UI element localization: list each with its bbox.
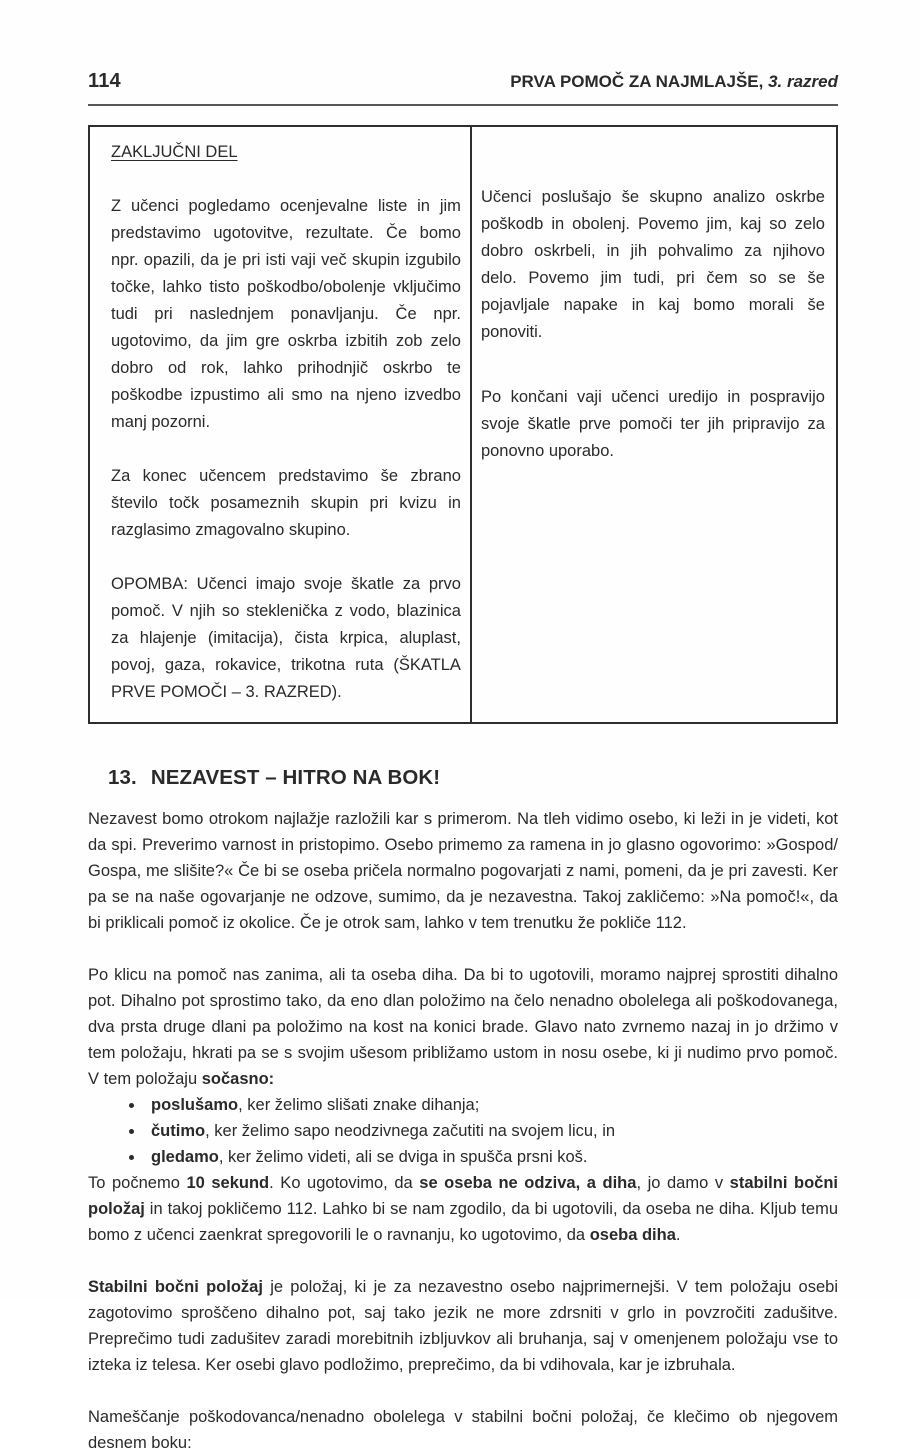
body-paragraph-3: To počnemo 10 sekund. Ko ugotovimo, da se oseba ne odziva, a diha, jo damo v stabilni bočni položaj in takoj pokličemo 112. Lahko bi se nam zgodilo, da bi ugotovili, da oseba ne diha. Kljub temu bomo z učenci zaenkrat spregovorili le o ravnanju, ko ugotovimo, da oseba diha.	[88, 1174, 838, 1244]
page-number: 114	[88, 70, 121, 92]
section-number: 13.	[108, 766, 137, 789]
page-header	[88, 0, 838, 93]
paragraph-gap	[88, 1378, 838, 1404]
table-cell-left	[90, 127, 472, 722]
paragraph-gap	[88, 1248, 838, 1274]
paragraph-gap	[88, 936, 838, 962]
bullet-item-listen: • poslušamo, ker želimo slišati znake dihanja;	[145, 1092, 838, 1118]
running-title-italic: 3. razred	[763, 72, 838, 91]
body-paragraph-1: Nezavest bomo otrokom najlažje razložili kar s primerom. Na tleh vidimo osebo, ki leži in je videti, kot da spi. Preverimo varnost in pristopimo. Osebo primemo za ramena in jo glasno ogovorimo: »Gospod/ Gospa, me slišite?« Če bi se oseba pričela normalno pogovarjati z nami, pomeni, da je pri zavesti. Ker pa se na naše ogovarjanje ne odzove, sumimo, da je nezavestna. Takoj zakličemo: »Na pomoč!«, da bi priklicali pomoč iz okolice. Če je otrok sam, lahko v tem trenutku že pokliče 112.	[88, 810, 838, 932]
body-paragraph-2: Po klicu na pomoč nas zanima, ali ta oseba diha. Da bi to ugotovili, moramo najprej sprostiti dihalno pot. Dihalno pot sprostimo tako, da eno dlan položimo na čelo nenadno obolelega ali poškodovanega, dva prsta druge dlani pa položimo na kost na konici brade. Glavo nato zvrnemo nazaj in jo držimo v tem položaju, hkrati pa se s svojim ušesom približamo ustom in nosu osebe, ki ji nudimo prvo pomoč. V tem položaju sočasno:	[88, 966, 838, 1088]
running-title-main: PRVA POMOČ ZA NAJMLAJŠE,	[510, 72, 764, 91]
cell-heading: ZAKLJUČNI DEL	[111, 143, 238, 161]
left-paragraph-1: Z učenci pogledamo ocenjevalne liste in jim predstavimo ugotovitve, rezultate. Če bomo npr. opazili, da je pri isti vaji več skupin izgubilo točke, lahko tisto poškodbo/obolenje vključimo tudi pri naslednjem ponavljanju. Če npr. ugotovimo, da jim gre oskrba izbitih zob zelo dobro od rok, lahko prihodnjič oskrbo te poškodbe izpustimo ali smo na njeno izvedbo manj pozorni.	[111, 197, 461, 431]
bullet-list	[88, 1092, 838, 1170]
body-text	[88, 806, 838, 1456]
running-title	[510, 72, 838, 92]
table-cell-right	[472, 127, 836, 722]
bullet-item-look: • gledamo, ker želimo videti, ali se dviga in spušča prsni koš.	[145, 1144, 838, 1170]
right-paragraph-1: Učenci poslušajo še skupno analizo oskrbe poškodb in obolenj. Povemo jim, kaj so zelo dobro oskrbeli, in jih pohvalimo za njihovo delo. Povemo jim tudi, pri čem so se še pojavljale napake in kaj bomo morali še ponoviti.	[480, 188, 825, 341]
body-paragraph-5: Nameščanje poškodovanca/nenadno obolelega v stabilni bočni položaj, če klečimo ob njegovem desnem boku:	[88, 1408, 838, 1452]
left-paragraph-3: OPOMBA: Učenci imajo svoje škatle za prvo pomoč. V njih so steklenička z vodo, blazinica za hlajenje (imitacija), čista krpica, aluplast, povoj, gaza, rokavice, trikotna ruta (ŠKATLA PRVE POMOČI – 3. RAZRED).	[111, 575, 461, 701]
header-rule	[88, 104, 838, 106]
section-heading	[88, 766, 838, 790]
section-title: NEZAVEST – HITRO NA BOK!	[150, 766, 441, 789]
body-paragraph-4: Stabilni bočni položaj je položaj, ki je za nezavestno osebo najprimernejši. V tem položaju osebi zagotovimo sproščeno dihalno pot, saj tako jezik ne more zdrsniti v grlo in povzročiti zadušitve. Preprečimo tudi zadušitev zaradi morebitnih izbljuvkov ali bruhanja, saj v omenjenem položaju vse to izteka iz telesa. Ker osebi glavo podložimo, preprečimo, da bi vdihovala, kar je izbruhala.	[88, 1278, 838, 1374]
bullet-item-feel: • čutimo, ker želimo sapo neodzivnega začutiti na svojem licu, in	[145, 1118, 838, 1144]
right-paragraph-2: Po končani vaji učenci uredijo in pospravijo svoje škatle prve pomoči ter jih pripravijo za ponovno uporabo.	[480, 388, 825, 460]
lesson-plan-table	[88, 125, 838, 724]
left-paragraph-2: Za konec učencem predstavimo še zbrano število točk posameznih skupin pri kvizu in razglasimo zmagovalno skupino.	[111, 467, 461, 539]
